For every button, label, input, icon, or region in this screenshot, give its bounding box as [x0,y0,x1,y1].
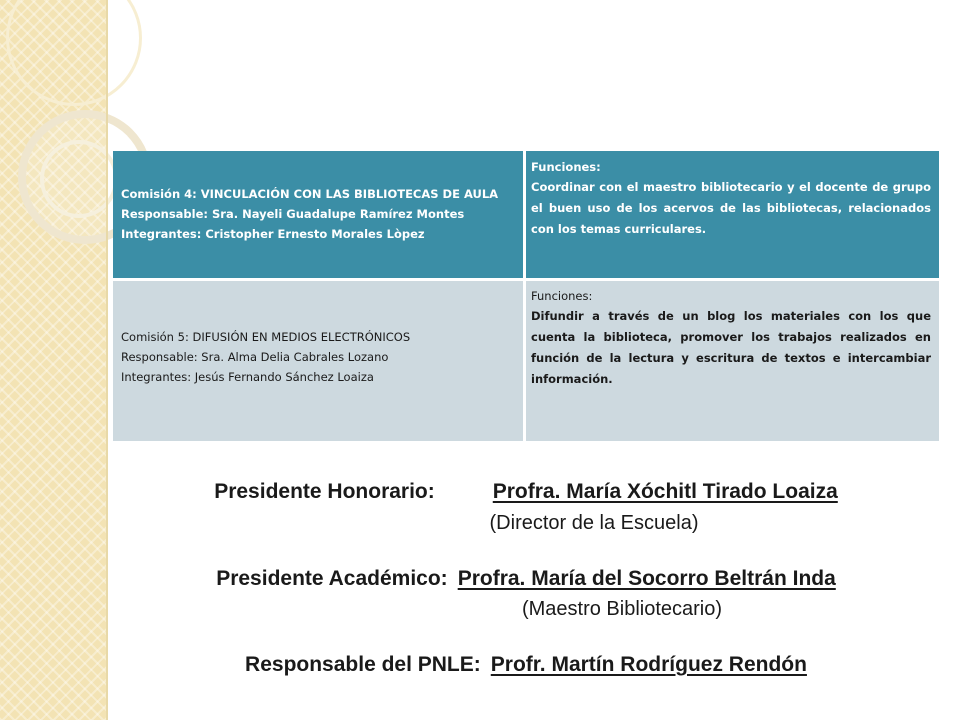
honorary-president-name: Profra. María Xóchitl Tirado Loaiza [492,480,838,503]
academic-president-role: (Maestro Bibliotecario) [521,598,723,620]
honorary-president-line [113,480,939,504]
commission-title: Comisión 4: VINCULACIÓN CON LAS BIBLIOTECAS DE AULA [121,187,499,201]
honorary-president-label: Presidente Honorario: [214,480,435,503]
commission-row-5 [113,281,939,441]
pnle-responsible-name: Profr. Martín Rodríguez Rendón [490,653,807,676]
commission-table [113,151,939,441]
pnle-responsible-label: Responsable del PNLE: [245,653,481,676]
column-separator [523,151,526,278]
commission-functions-cell [531,157,931,240]
commission-info-cell [121,184,519,244]
side-divider [106,0,108,720]
commission-row-4 [113,151,939,278]
commission-members: Integrantes: Cristopher Ernesto Morales Lòpez [121,227,425,241]
honorary-president-role-line [113,512,939,535]
commission-info-cell [121,327,519,387]
commission-responsible: Responsable: Sra. Alma Delia Cabrales Lozano [121,350,389,364]
academic-president-line [113,567,939,591]
honorary-president-role: (Director de la Escuela) [489,512,699,534]
functions-text: Coordinar con el maestro bibliotecario y el docente de grupo el buen uso de los acervos de las bibliotecas, relacionados con los temas curriculares. [531,180,931,236]
academic-president-label: Presidente Académico: [216,567,448,590]
academic-president-name: Profra. María del Socorro Beltrán Inda [457,567,836,590]
column-separator [523,281,526,441]
commission-responsible: Responsable: Sra. Nayeli Guadalupe Ramírez Montes [121,207,465,221]
decorative-side-strip [0,0,106,720]
academic-president-role-line [113,598,939,621]
commission-functions-cell [531,286,931,390]
functions-text: Difundir a través de un blog los materiales con los que cuenta la biblioteca, promover los trabajos realizados en función de la lectura y escritura de textos e intercambiar información. [531,309,931,386]
commission-title: Comisión 5: DIFUSIÓN EN MEDIOS ELECTRÓNICOS [121,330,411,344]
functions-label: Funciones: [531,160,601,174]
functions-label: Funciones: [531,289,593,303]
pnle-responsible-line [113,653,939,677]
decorative-circle [6,0,142,106]
commission-members: Integrantes: Jesús Fernando Sánchez Loaiza [121,370,374,384]
